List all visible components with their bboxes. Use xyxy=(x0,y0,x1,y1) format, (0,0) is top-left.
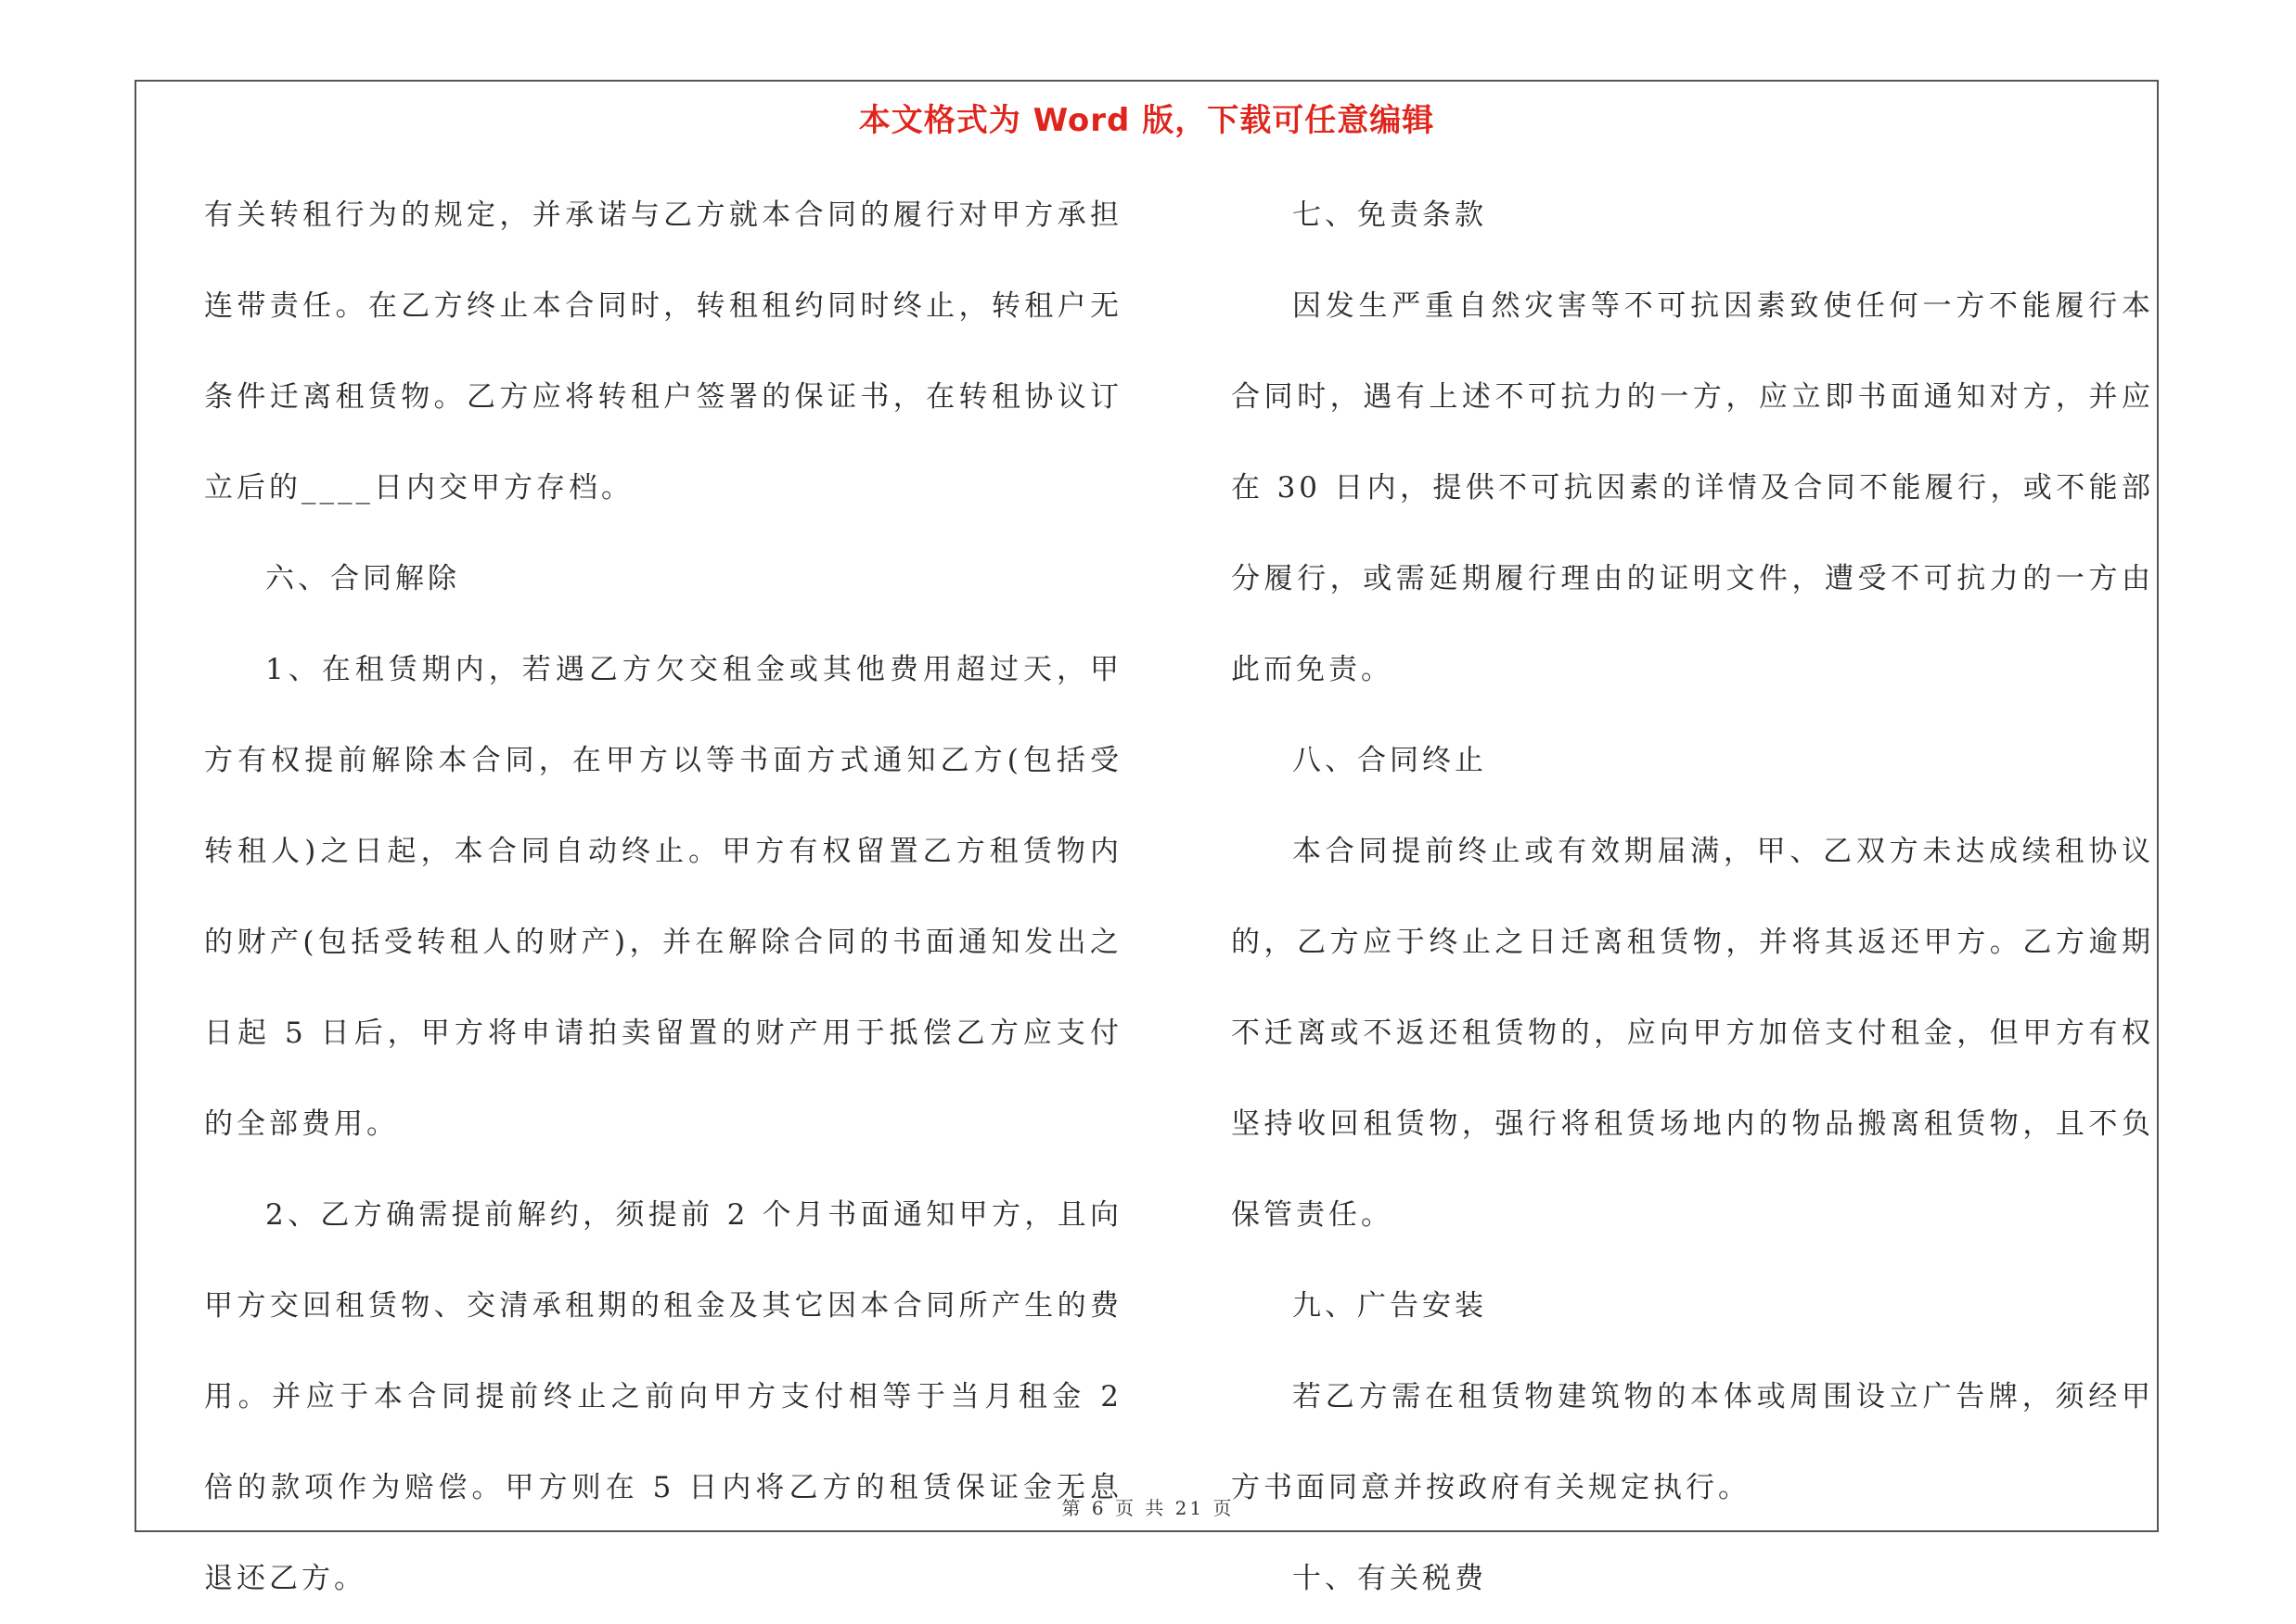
page-number: 第 6 页 共 21 页 xyxy=(1061,1497,1235,1519)
paragraph: 因发生严重自然灾害等不可抗因素致使任何一方不能履行本合同时，遇有上述不可抗力的一方，应立即书面通知对方，并应在 30 日内，提供不可抗因素的详情及合同不能履行，或不能部分履行，或需延期履行理由的证明文件，遭受不可抗力的一方由此而免责。 xyxy=(1231,289,2154,686)
right-column xyxy=(1231,170,2154,1624)
paragraph: 若乙方需在租赁物建筑物的本体或周围设立广告牌，须经甲方书面同意并按政府有关规定执行。 xyxy=(1231,1380,2154,1504)
paragraph: 2、乙方确需提前解约，须提前 2 个月书面通知甲方，且向甲方交回租赁物、交清承租期的租金及其它因本合同所产生的费用。并应于本合同提前终止之前向甲方支付相等于当月租金 2 倍的款项作为赔偿。甲方则在 5 日内将乙方的租赁保证金无息退还乙方。 xyxy=(204,1198,1122,1595)
section-heading-contract-end: 八、合同终止 xyxy=(1292,744,1487,777)
paragraph: 1、在租赁期内，若遇乙方欠交租金或其他费用超过天，甲方有权提前解除本合同，在甲方以等书面方式通知乙方(包括受转租人)之日起，本合同自动终止。甲方有权留置乙方租赁物内的财产(包括受转租人的财产)，并在解除合同的书面通知发出之日起 5 日后，甲方将申请拍卖留置的财产用于抵偿乙方应支付的全部费用。 xyxy=(204,653,1122,1141)
section-heading-advertising: 九、广告安装 xyxy=(1292,1289,1487,1323)
section-heading-taxes: 十、有关税费 xyxy=(1292,1562,1487,1595)
paragraph: 本合同提前终止或有效期届满，甲、乙双方未达成续租协议的，乙方应于终止之日迁离租赁物，并将其返还甲方。乙方逾期不迁离或不返还租赁物的，应向甲方加倍支付租金，但甲方有权坚持收回租赁物，强行将租赁场地内的物品搬离租赁物，且不负保管责任。 xyxy=(1231,835,2154,1232)
left-column xyxy=(204,170,1122,1624)
section-heading-contract-termination: 六、合同解除 xyxy=(265,562,460,595)
header-banner: 本文格式为 Word 版，下载可任意编辑 xyxy=(858,102,1435,139)
section-heading-exemption: 七、免责条款 xyxy=(1292,198,1487,232)
paragraph: 有关转租行为的规定，并承诺与乙方就本合同的履行对甲方承担连带责任。在乙方终止本合同时，转租租约同时终止，转租户无条件迁离租赁物。乙方应将转租户签署的保证书，在转租协议订立后的____日内交甲方存档。 xyxy=(204,198,1122,505)
